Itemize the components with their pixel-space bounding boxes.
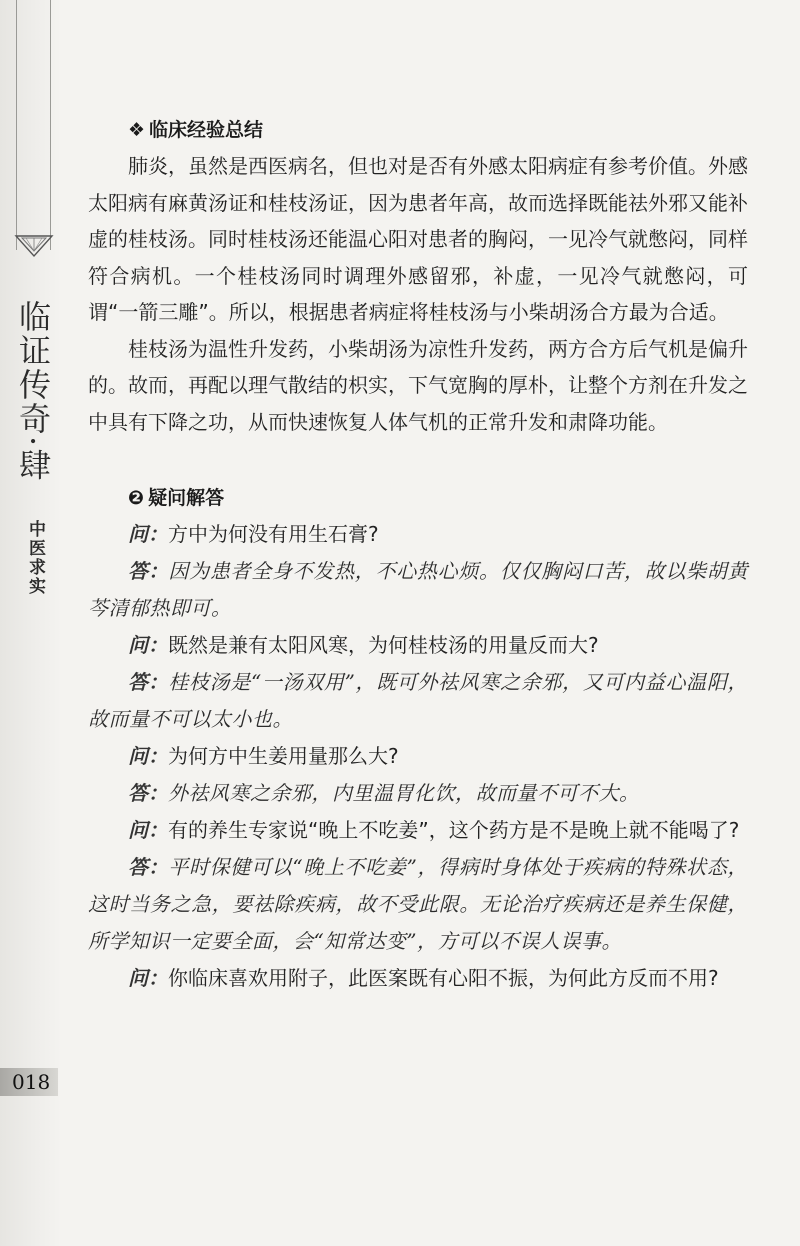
question-item xyxy=(88,960,748,997)
page-number: 018 xyxy=(12,1070,51,1094)
question-label: 问： xyxy=(128,818,168,842)
page-margin-strip xyxy=(0,0,62,1246)
ornament-icon xyxy=(14,232,54,258)
answer-item xyxy=(88,664,748,738)
question-text: 为何方中生姜用量那么大? xyxy=(168,744,399,768)
main-text xyxy=(88,112,748,997)
answer-label: 答： xyxy=(128,559,169,583)
question-text: 有的养生专家说“晚上不吃姜”，这个药方是不是晚上就不能喝了? xyxy=(168,818,740,842)
qa-heading-text: 疑问解答 xyxy=(148,487,225,509)
answer-item xyxy=(88,775,748,812)
margin-rule-right xyxy=(50,0,51,250)
answer-text: 平时保健可以“晚上不吃姜”，得病时身体处于疾病的特殊状态，这时当务之急，要祛除疾病，故不受此限。无论治疗疾病还是养生保健，所学知识一定要全面，会“知常达变”，方可以不误人误事。 xyxy=(88,855,749,953)
question-text: 你临床喜欢用附子，此医案既有心阳不振，为何此方反而不用? xyxy=(168,966,719,990)
question-label: 问： xyxy=(128,522,168,546)
question-text: 方中为何没有用生石膏? xyxy=(168,522,379,546)
diamond-bullet-icon: ❖ xyxy=(128,119,146,141)
margin-rule-left xyxy=(16,0,17,250)
question-label: 问： xyxy=(128,744,168,768)
book-title: 临证传奇·肆 xyxy=(14,300,52,483)
book-subtitle: 中医求实 xyxy=(25,520,45,596)
summary-paragraph: 肺炎，虽然是西医病名，但也对是否有外感太阳病症有参考价值。外感太阳病有麻黄汤证和桂枝汤证，因为患者年高，故而选择既能祛外邪又能补虚的桂枝汤。同时桂枝汤还能温心阳对患者的胸闷，一见冷气就憋闷，同样符合病机。一个桂枝汤同时调理外感留邪，补虚，一见冷气就憋闷，可谓“一箭三雕”。所以，根据患者病症将桂枝汤与小柴胡汤合方最为合适。 xyxy=(88,154,748,324)
question-item xyxy=(88,812,748,849)
question-label: 问： xyxy=(128,966,168,990)
answer-label: 答： xyxy=(128,855,169,879)
question-item xyxy=(88,738,748,775)
answer-text: 桂枝汤是“一汤双用”，既可外祛风寒之余邪，又可内益心温阳，故而量不可以太小也。 xyxy=(88,670,749,731)
answer-label: 答： xyxy=(128,670,169,694)
question-circle-icon: ❷ xyxy=(128,487,145,509)
question-item xyxy=(88,516,748,553)
answer-text: 因为患者全身不发热，不心热心烦。仅仅胸闷口苦，故以柴胡黄芩清郁热即可。 xyxy=(88,559,749,620)
answer-item xyxy=(88,849,748,960)
answer-label: 答： xyxy=(128,781,168,805)
question-text: 既然是兼有太阳风寒，为何桂枝汤的用量反而大? xyxy=(168,633,599,657)
question-item xyxy=(88,627,748,664)
question-label: 问： xyxy=(128,633,168,657)
summary-heading-text: 临床经验总结 xyxy=(149,119,264,141)
answer-text: 外祛风寒之余邪，内里温胃化饮，故而量不可不大。 xyxy=(168,781,640,805)
summary-heading xyxy=(128,112,748,148)
summary-paragraph: 桂枝汤为温性升发药，小柴胡汤为凉性升发药，两方合方后气机是偏升的。故而，再配以理气散结的枳实，下气宽胸的厚朴，让整个方剂在升发之中具有下降之功，从而快速恢复人体气机的正常升发和肃降功能。 xyxy=(88,336,748,434)
answer-item xyxy=(88,553,748,627)
qa-heading xyxy=(128,480,748,516)
